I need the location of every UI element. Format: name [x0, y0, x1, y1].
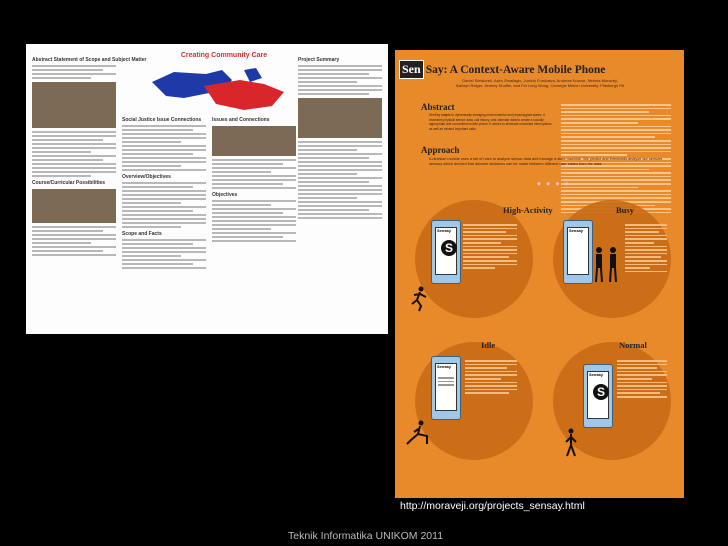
approach-text: A decision module uses a set of rules to analyze sensor data and manage a state machine. We predict and thresholds analyze our sensors sensory which derived that discrete decisions can be made between different user states from the data. [429, 157, 663, 166]
phone-idle [431, 356, 461, 420]
abstract-heading: Abstract [421, 102, 455, 112]
people-meeting-icon [591, 246, 621, 284]
phone-busy [563, 220, 593, 284]
poster-heading: Project Summary [298, 57, 340, 63]
usa-map-graphic [144, 60, 292, 118]
poster-heading: Abstract Statement of Scope and Subject Matter [32, 57, 147, 63]
state-label-normal: Normal [619, 340, 647, 350]
abstract-text: SenSay adapts to dynamically changing environmental and physiological states. It examines physical sensor data, call history, and calendar data to create a socially appropriate and convenient mobile phone. It strives to eliminate unwanted interruptions as well as missed important calls. [429, 113, 552, 131]
phone-logo: Sensay [569, 228, 584, 233]
photo [212, 126, 296, 156]
left-poster-image [26, 44, 388, 334]
left-poster-col-3 [212, 114, 296, 244]
poster-title: Say: A Context-Aware Mobile Phone [425, 63, 606, 76]
poster-title-row [399, 60, 605, 79]
poster-heading: Social Justice Issue Connections [122, 117, 202, 123]
phone-normal [583, 364, 613, 428]
sensay-poster-image [395, 50, 684, 498]
sensay-logo-text: Sen [399, 60, 424, 79]
poster-authors: Daniel Siewiorek, Asim Smailagic, Junichi Furukawa, Andreas Krause, Neema Moraveji, Kathryn Reiger, Jeremy Shaffer, and Fei Lung Wong, Carnegie Mellon University, Pittsburgh PA [455, 78, 625, 88]
slide-footer: Teknik Informatika UNIKOM 2011 [288, 530, 444, 542]
left-poster-col-4 [298, 54, 382, 221]
left-poster-col-2 [122, 114, 206, 271]
photo [32, 189, 116, 223]
photo [32, 82, 116, 128]
phone-logo: Sensay [589, 372, 604, 377]
walking-person-icon [561, 428, 581, 458]
busy-description [625, 222, 667, 274]
sensay-s-icon: S [441, 240, 457, 256]
left-poster-title: Creating Community Care [180, 52, 268, 59]
normal-description [617, 358, 667, 400]
phone-high-activity [431, 220, 461, 284]
poster-heading: Scope and Facts [122, 231, 162, 237]
phone-logo: Sensay [437, 228, 452, 233]
photo [298, 98, 382, 138]
sensay-s-icon: S [593, 384, 609, 400]
state-label-high-activity: High-Activity [503, 205, 553, 215]
approach-heading: Approach [421, 145, 460, 155]
phone-logo: Sensay [437, 364, 452, 369]
poster-heading: Issues and Connections [212, 117, 270, 123]
diamond-divider: ◆ ◆ ◆ ◆ [537, 181, 571, 187]
idle-description [465, 358, 517, 396]
poster-heading: Overview/Objectives [122, 174, 171, 180]
poster-heading: Objectives [212, 192, 238, 198]
state-label-busy: Busy [616, 205, 634, 215]
high-activity-description [463, 222, 517, 271]
state-label-idle: Idle [481, 340, 496, 350]
poster-heading: Course/Curricular Possibilities [32, 180, 106, 186]
source-url-caption[interactable]: http://moraveji.org/projects_sensay.html [400, 500, 585, 512]
running-person-icon [409, 286, 431, 312]
sitting-person-icon [405, 420, 433, 446]
